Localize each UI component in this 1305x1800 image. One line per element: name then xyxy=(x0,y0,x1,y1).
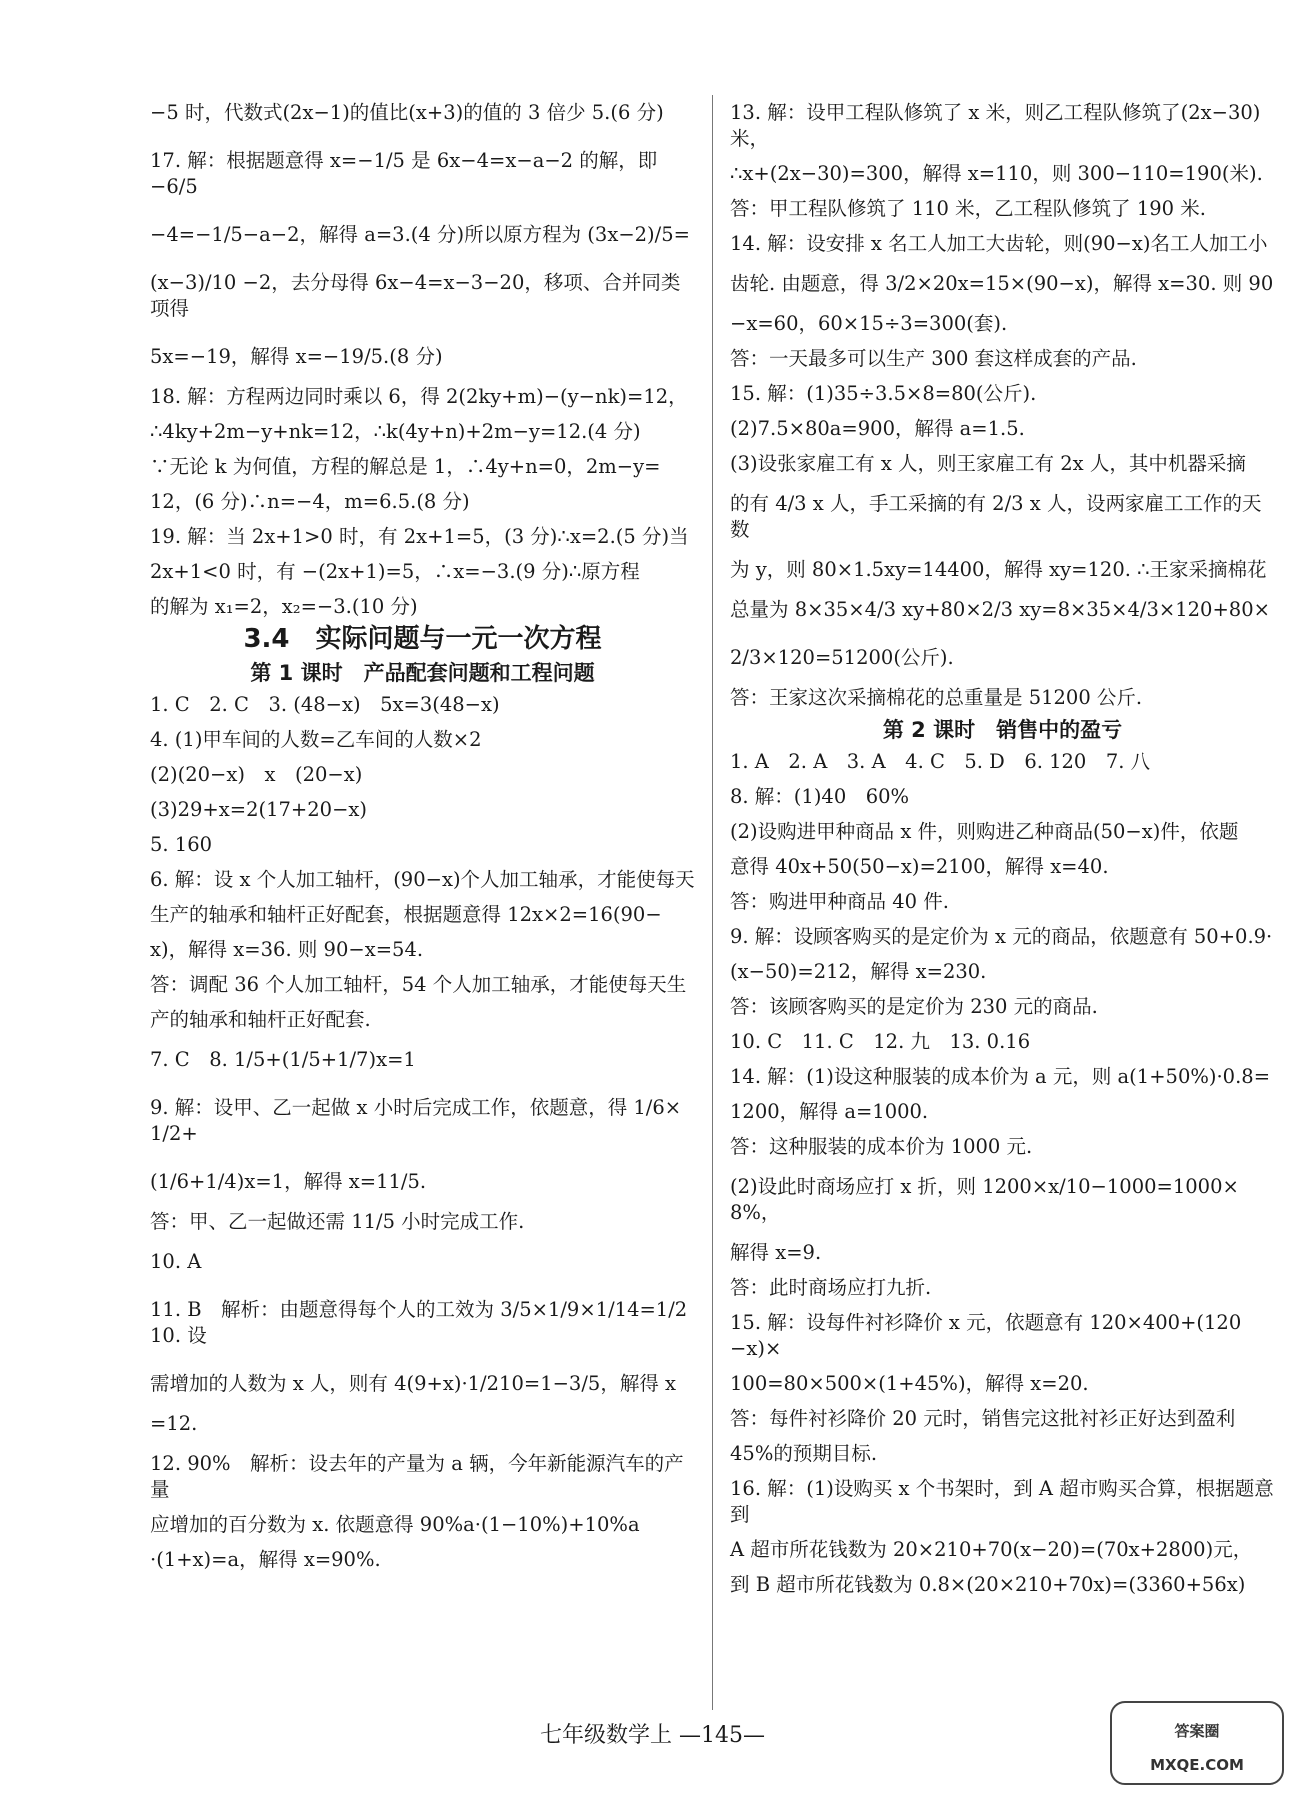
text-line: 45%的预期目标. xyxy=(730,1442,878,1465)
text-line: 总量为 8×35×4/3 xy+80×2/3 xy=8×35×4/3×120+80× xyxy=(730,598,1270,621)
text-line: ·(1+x)=a，解得 x=90%. xyxy=(150,1548,381,1571)
text-line: (2)设购进甲种商品 x 件，则购进乙种商品(50−x)件，依题 xyxy=(730,820,1239,843)
text-line: 答：购进甲种商品 40 件. xyxy=(730,890,949,913)
watermark-url: MXQE.COM xyxy=(1150,1756,1244,1774)
text-line: 17. 解：根据题意得 x=−1/5 是 6x−4=x−a−2 的解，即 −6/5 xyxy=(150,149,664,198)
text-line: 7. C 8. 1/5+(1/5+1/7)x=1 xyxy=(150,1048,416,1071)
text-line: 到 B 超市所花钱数为 0.8×(20×210+70x)=(3360+56x) xyxy=(730,1573,1246,1596)
text-line: (2)(20−x) x (20−x) xyxy=(150,763,363,786)
text-line: 15. 解：设每件衬衫降价 x 元，依题意有 120×400+(120−x)× xyxy=(730,1311,1242,1360)
text-line: 9. 解：设顾客购买的是定价为 x 元的商品，依题意有 50+0.9· xyxy=(730,925,1273,948)
text-line: A 超市所花钱数为 20×210+70(x−20)=(70x+2800)元， xyxy=(730,1538,1253,1561)
text-line: ∴x+(2x−30)=300，解得 x=110，则 300−110=190(米). xyxy=(730,162,1263,185)
text-line: 答：甲工程队修筑了 110 米，乙工程队修筑了 190 米. xyxy=(730,197,1206,220)
text-line: 答：此时商场应打九折. xyxy=(730,1276,932,1299)
text-line: 1. C 2. C 3. (48−x) 5x=3(48−x) xyxy=(150,693,500,716)
text-line: −4=−1/5−a−2，解得 a=3.(4 分)所以原方程为 (3x−2)/5= xyxy=(150,223,690,246)
text-line: 应增加的百分数为 x. 依题意得 90%a·(1−10%)+10%a xyxy=(150,1513,640,1536)
text-line: 1. A 2. A 3. A 4. C 5. D 6. 120 7. 八 xyxy=(730,750,1151,773)
text-line: (2)设此时商场应打 x 折，则 1200×x/10−1000=1000×8%， xyxy=(730,1175,1239,1224)
text-line: 8. 解：(1)40 60% xyxy=(730,785,910,808)
text-line: 答：王家这次采摘棉花的总重量是 51200 公斤. xyxy=(730,686,1143,709)
text-line: 14. 解：(1)设这种服装的成本价为 a 元，则 a(1+50%)·0.8= xyxy=(730,1065,1271,1088)
text-line: 13. 解：设甲工程队修筑了 x 米，则乙工程队修筑了(2x−30)米， xyxy=(730,101,1261,150)
text-line: 4. (1)甲车间的人数=乙车间的人数×2 xyxy=(150,728,482,751)
text-line: 100=80×500×(1+45%)，解得 x=20. xyxy=(730,1372,1089,1395)
text-line: 2/3×120=51200(公斤). xyxy=(730,646,954,669)
text-line: 答：甲、乙一起做还需 11/5 小时完成工作. xyxy=(150,1210,525,1233)
text-line: −5 时，代数式(2x−1)的值比(x+3)的值的 3 倍少 5.(6 分) xyxy=(150,101,664,124)
text-line: 5x=−19，解得 x=−19/5.(8 分) xyxy=(150,345,443,368)
text-line: 生产的轴承和轴杆正好配套，根据题意得 12x×2=16(90− xyxy=(150,903,662,926)
text-line: 1200，解得 a=1000. xyxy=(730,1100,929,1123)
text-line: (3)设张家雇工有 x 人，则王家雇工有 2x 人，其中机器采摘 xyxy=(730,452,1246,475)
text-line: 9. 解：设甲、乙一起做 x 小时后完成工作，依题意，得 1/6×1/2+ xyxy=(150,1096,682,1145)
text-line: (3)29+x=2(17+20−x) xyxy=(150,798,368,821)
column-divider xyxy=(712,95,713,1710)
text-line: 12. 90% 解析：设去年的产量为 a 辆，今年新能源汽车的产量 xyxy=(150,1452,684,1501)
lesson-title: 第 2 课时 销售中的盈亏 xyxy=(882,718,1123,742)
text-line: 答：该顾客购买的是定价为 230 元的商品. xyxy=(730,995,1098,1018)
text-line: 12，(6 分)∴n=−4，m=6.5.(8 分) xyxy=(150,490,470,513)
text-line: =12. xyxy=(150,1412,198,1435)
text-line: 6. 解：设 x 个人加工轴杆，(90−x)个人加工轴承，才能使每天 xyxy=(150,868,695,891)
text-line: (1/6+1/4)x=1，解得 x=11/5. xyxy=(150,1170,427,1193)
text-line: 5. 160 xyxy=(150,833,213,856)
watermark-title: 答案圈 xyxy=(1174,1722,1220,1740)
text-line: (x−50)=212，解得 x=230. xyxy=(730,960,987,983)
text-line: 齿轮. 由题意，得 3/2×20x=15×(90−x)，解得 x=30. 则 90 xyxy=(730,272,1274,295)
text-line: 15. 解：(1)35÷3.5×8=80(公斤). xyxy=(730,382,1037,405)
left-column xyxy=(150,100,695,1573)
text-line: 答：每件衬衫降价 20 元时，销售完这批衬衫正好达到盈利 xyxy=(730,1407,1236,1430)
lesson-title: 第 1 课时 产品配套问题和工程问题 xyxy=(250,661,595,685)
text-line: ∴4ky+2m−y+nk=12，∴k(4y+n)+2m−y=12.(4 分) xyxy=(150,420,641,443)
text-line: 14. 解：设安排 x 名工人加工大齿轮，则(90−x)名工人加工小 xyxy=(730,232,1268,255)
text-line: x)，解得 x=36. 则 90−x=54. xyxy=(150,938,424,961)
text-line: 2x+1<0 时，有 −(2x+1)=5，∴x=−3.(9 分)∴原方程 xyxy=(150,560,640,583)
text-line: 19. 解：当 2x+1>0 时，有 2x+1=5，(3 分)∴x=2.(5 分)当 xyxy=(150,525,689,548)
text-line: 16. 解：(1)设购买 x 个书架时，到 A 超市购买合算，根据题意到 xyxy=(730,1477,1274,1526)
watermark-stamp xyxy=(1107,1698,1287,1788)
text-line: (2)7.5×80a=900，解得 a=1.5. xyxy=(730,417,1025,440)
text-line: 为 y，则 80×1.5xy=14400，解得 xy=120. ∴王家采摘棉花 xyxy=(730,558,1267,581)
text-line: ∵无论 k 为何值，方程的解总是 1，∴4y+n=0，2m−y= xyxy=(150,455,661,478)
page-footer: 七年级数学上 —145— xyxy=(540,1723,765,1748)
text-line: 答：一天最多可以生产 300 套这样成套的产品. xyxy=(730,347,1137,370)
text-line: 的解为 x₁=2，x₂=−3.(10 分) xyxy=(150,595,418,618)
text-line: 答：这种服装的成本价为 1000 元. xyxy=(730,1135,1033,1158)
section-title: 3.4 实际问题与一元一次方程 xyxy=(243,624,602,654)
text-line: 10. C 11. C 12. 九 13. 0.16 xyxy=(730,1030,1031,1053)
text-line: 11. B 解析：由题意得每个人的工效为 3/5×1/9×1/14=1/210. 设 xyxy=(150,1298,688,1347)
text-line: 意得 40x+50(50−x)=2100，解得 x=40. xyxy=(730,855,1109,878)
right-column xyxy=(730,100,1275,1598)
text-line: 需增加的人数为 x 人，则有 4(9+x)·1/210=1−3/5，解得 x xyxy=(150,1372,677,1395)
text-line: 10. A xyxy=(150,1250,202,1273)
text-line: −x=60，60×15÷3=300(套). xyxy=(730,312,1008,335)
text-line: 答：调配 36 个人加工轴杆，54 个人加工轴承，才能使每天生 xyxy=(150,973,687,996)
text-line: 的有 4/3 x 人，手工采摘的有 2/3 x 人，设两家雇工工作的天数 xyxy=(730,492,1262,541)
text-line: (x−3)/10 −2，去分母得 6x−4=x−3−20，移项、合并同类项得 xyxy=(150,271,681,320)
text-line: 18. 解：方程两边同时乘以 6，得 2(2ky+m)−(y−nk)=12， xyxy=(150,385,688,408)
text-line: 解得 x=9. xyxy=(730,1241,822,1264)
text-line: 产的轴承和轴杆正好配套. xyxy=(150,1008,371,1031)
